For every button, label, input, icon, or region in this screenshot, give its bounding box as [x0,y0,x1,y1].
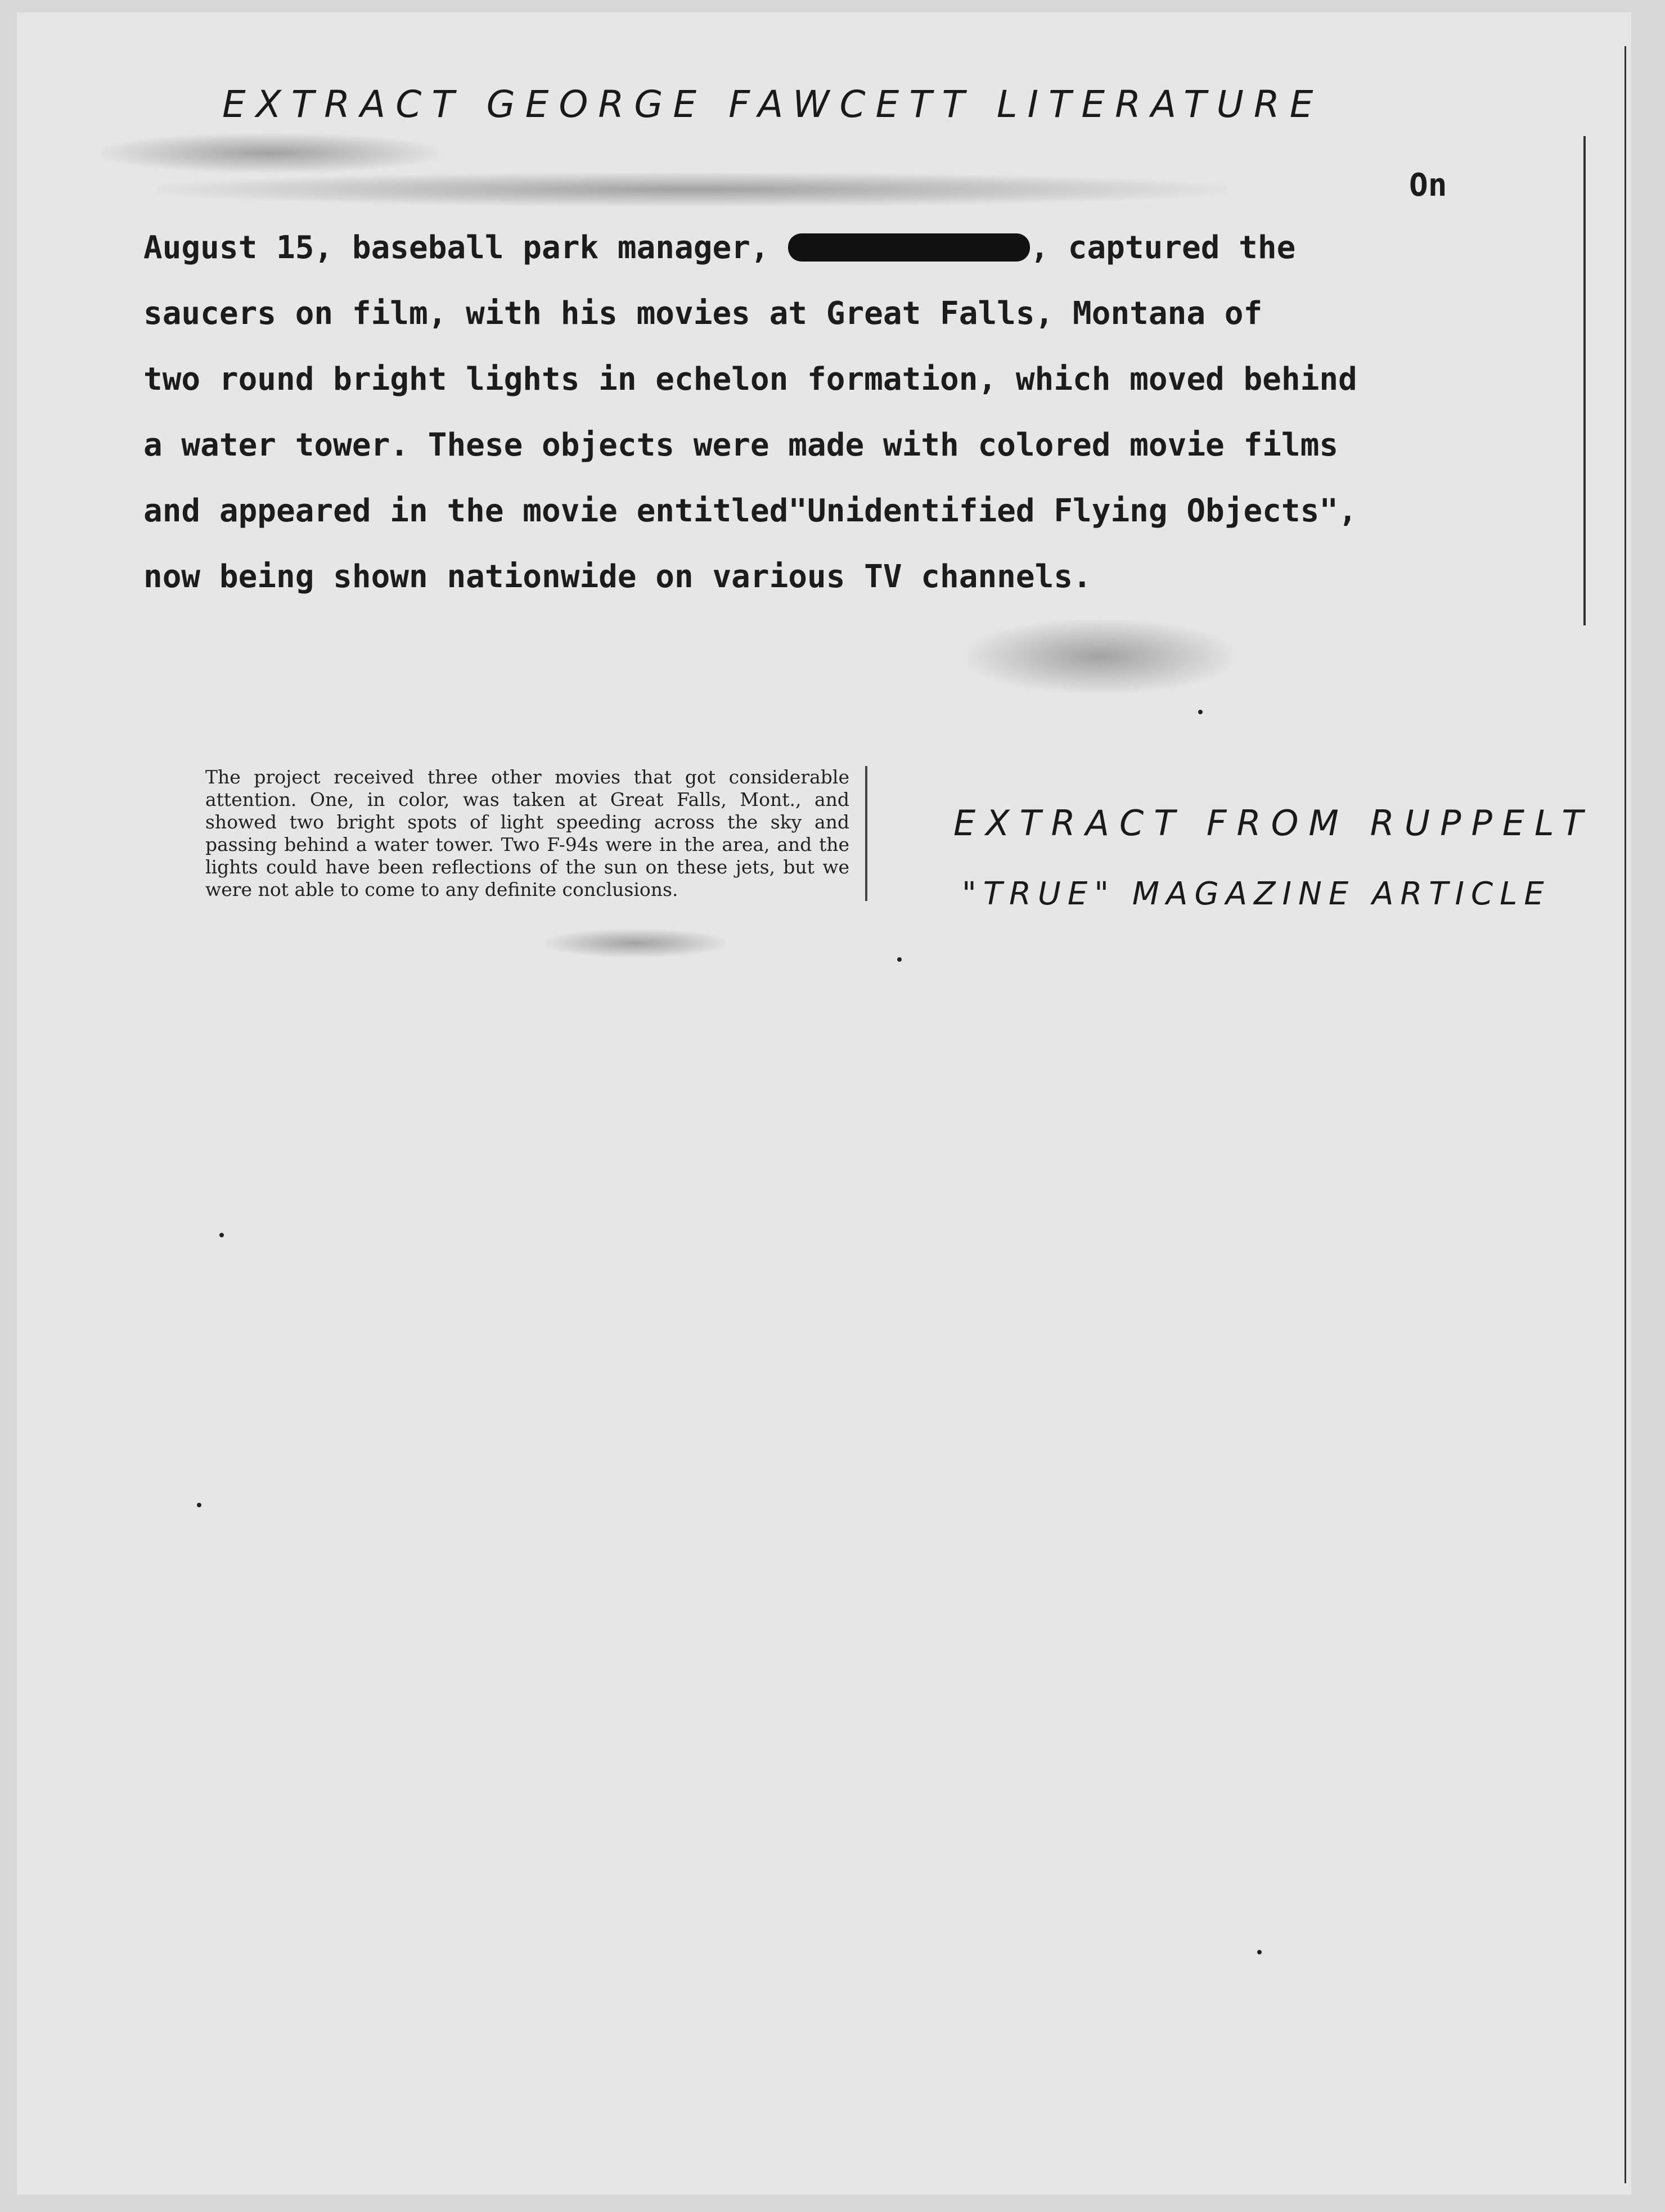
scan-speck [897,957,902,962]
typed-line: saucers on film, with his movies at Great Falls, Montana of [143,295,1263,332]
scan-smudge-top [158,173,1226,206]
scan-smudge-clipping [546,929,726,957]
typed-line [143,215,1505,281]
scan-smudge-mid [968,620,1232,693]
redaction-bar [788,233,1030,262]
typed-line-segment: August 15, baseball park manager, [143,229,770,266]
document-page [17,12,1631,2195]
typed-line: two round bright lights in echelon formation, which moved behind [143,361,1357,398]
scan-speck [1257,1950,1262,1954]
typed-line-segment: , captured the [1030,229,1296,266]
typed-line: now being shown nationwide on various TV channels. [143,558,1092,595]
page-right-edge [1624,46,1626,2183]
scan-smudge-top-left [101,133,439,173]
handwritten-annotation-line2: "TRUE" MAGAZINE ARTICLE [962,876,1551,912]
typed-paragraph [143,215,1505,610]
scan-speck [197,1503,201,1507]
handwritten-annotation-line1: EXTRACT FROM RUPPELT [953,803,1594,844]
typed-line: and appeared in the movie entitled"Unidentified Flying Objects", [143,493,1357,529]
magazine-clipping: The project received three other movies that got considerable attention. One, in color, was taken at Great Falls, Mont., and showed two bright spots of light speeding across the sky and passing behind a water tower. Two F-94s were in the area, and the lights could have been reflections of the sun on these jets, but we were not able to come to any definite conclusions. [205,766,867,901]
page-right-border [1583,136,1586,625]
handwritten-heading: EXTRACT GEORGE FAWCETT LITERATURE [222,83,1324,126]
scan-speck [1198,710,1203,714]
typed-line: a water tower. These objects were made with colored movie films [143,427,1339,463]
scan-speck [219,1233,224,1237]
typed-line-on: On [1409,167,1447,204]
